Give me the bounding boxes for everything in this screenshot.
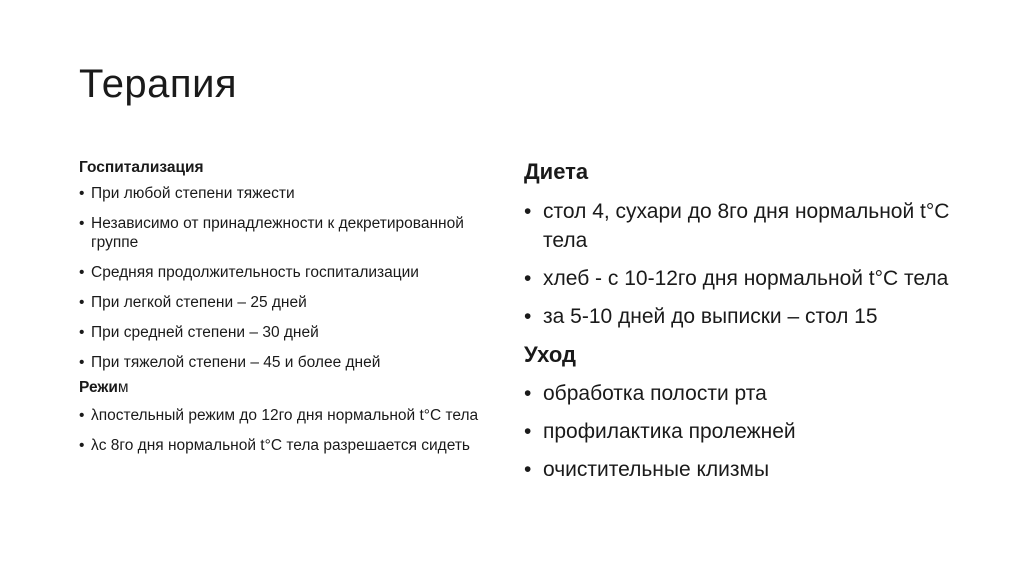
list-item bbox=[79, 263, 499, 282]
list-item-text: При тяжелой степени – 45 и более дней bbox=[91, 354, 381, 371]
diet-list bbox=[524, 197, 954, 331]
list-item bbox=[524, 379, 954, 408]
bullet-icon: • bbox=[79, 294, 85, 311]
list-item bbox=[79, 184, 499, 203]
list-item-text: Средняя продолжительность госпитализации bbox=[91, 264, 419, 281]
list-item-text: λпостельный режим до 12го дня нормальной t°C тела bbox=[91, 407, 479, 424]
list-item-text: При средней степени – 30 дней bbox=[91, 324, 319, 341]
list-item-text: очистительные клизмы bbox=[543, 458, 770, 481]
bullet-icon: • bbox=[79, 324, 85, 341]
regime-list bbox=[79, 406, 499, 455]
list-item bbox=[524, 455, 954, 484]
slide-title: Терапия bbox=[79, 62, 238, 106]
bullet-icon: • bbox=[79, 437, 85, 454]
bullet-icon: • bbox=[524, 458, 532, 481]
bullet-icon: • bbox=[524, 200, 532, 223]
right-column bbox=[524, 157, 954, 493]
diet-heading: Диета bbox=[524, 159, 589, 184]
bullet-icon: • bbox=[79, 264, 85, 281]
care-list bbox=[524, 379, 954, 484]
bullet-icon: • bbox=[79, 354, 85, 371]
bullet-icon: • bbox=[79, 215, 85, 232]
list-item-text: стол 4, сухари до 8го дня нормальной t°C тела bbox=[543, 200, 950, 252]
left-column bbox=[79, 158, 499, 466]
regime-heading bbox=[79, 378, 499, 397]
list-item-text: При легкой степени – 25 дней bbox=[91, 294, 307, 311]
list-item bbox=[524, 197, 954, 255]
list-item bbox=[79, 436, 499, 455]
bullet-icon: • bbox=[524, 420, 532, 443]
regime-heading-tail: м bbox=[117, 379, 129, 396]
list-item-text: хлеб - с 10-12го дня нормальной t°C тела bbox=[543, 267, 949, 290]
regime-heading-bold: Режи bbox=[79, 379, 118, 396]
list-item-text: λс 8го дня нормальной t°C тела разрешается сидеть bbox=[91, 437, 471, 454]
list-item-text: При любой степени тяжести bbox=[91, 185, 295, 202]
list-item bbox=[79, 293, 499, 312]
list-item-text: Независимо от принадлежности к декретированной группе bbox=[91, 215, 464, 251]
bullet-icon: • bbox=[524, 267, 532, 290]
list-item bbox=[524, 302, 954, 331]
list-item-text: за 5-10 дней до выписки – стол 15 bbox=[543, 305, 878, 328]
list-item bbox=[79, 353, 499, 372]
list-item bbox=[79, 214, 499, 252]
list-item bbox=[79, 323, 499, 342]
bullet-icon: • bbox=[79, 185, 85, 202]
bullet-icon: • bbox=[524, 382, 532, 405]
bullet-icon: • bbox=[79, 407, 85, 424]
bullet-icon: • bbox=[524, 305, 532, 328]
list-item bbox=[524, 264, 954, 293]
list-item-text: профилактика пролежней bbox=[543, 420, 796, 443]
hospitalization-list bbox=[79, 184, 499, 372]
hospitalization-heading: Госпитализация bbox=[79, 159, 204, 176]
care-heading: Уход bbox=[524, 342, 576, 367]
list-item-text: обработка полости рта bbox=[543, 382, 767, 405]
list-item bbox=[79, 406, 499, 425]
list-item bbox=[524, 417, 954, 446]
